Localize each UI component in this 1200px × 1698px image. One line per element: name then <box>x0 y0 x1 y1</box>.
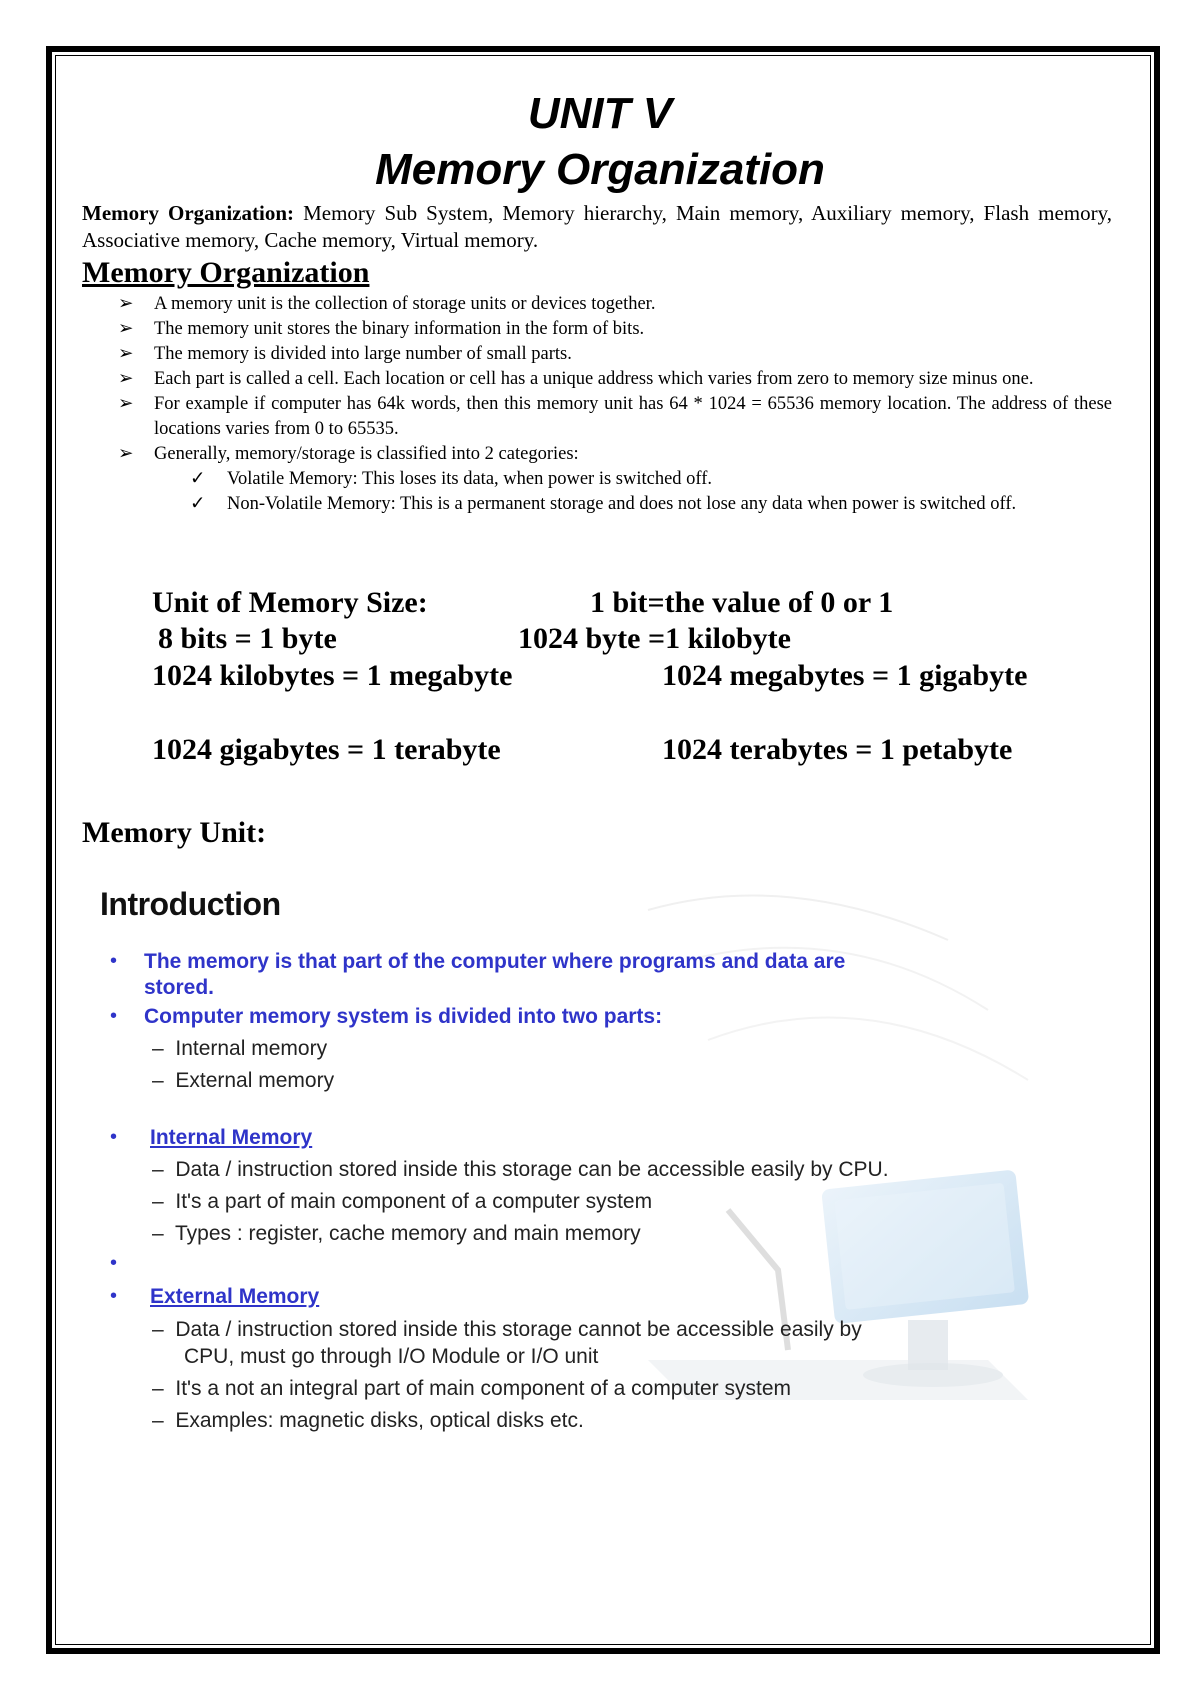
slide-sub-item: – It's a not an integral part of main component of a computer system <box>152 1377 792 1400</box>
slide-sub-item: – Internal memory <box>152 1037 328 1060</box>
unit-byte: 8 bits = 1 byte <box>158 622 337 655</box>
unit-gigabyte: 1024 megabytes = 1 gigabyte <box>662 659 1028 692</box>
bullet-list <box>118 292 1112 517</box>
slide-sub-item-continued: CPU, must go through I/O Module or I/O unit <box>184 1345 599 1368</box>
bullet-dot-icon: • <box>110 1285 118 1307</box>
check-bullet-icon: ✓ <box>190 494 206 514</box>
introduction-slide-image <box>88 880 1048 1460</box>
unit-size-heading: Unit of Memory Size: <box>152 586 428 619</box>
unit-megabyte: 1024 kilobytes = 1 megabyte <box>152 659 513 692</box>
arrow-bullet-icon: ➢ <box>118 444 134 464</box>
unit-title: UNIT V <box>527 89 673 138</box>
chapter-title: Memory Organization <box>375 145 825 194</box>
unit-kilobyte: 1024 byte =1 kilobyte <box>518 622 791 655</box>
topics-paragraph <box>82 200 1112 254</box>
arrow-bullet-icon: ➢ <box>118 394 134 414</box>
sub-list-item: ✓ Volatile Memory: This loses its data, when power is switched off. <box>190 467 1112 492</box>
slide-sub-item: – It's a part of main component of a computer system <box>152 1190 653 1213</box>
sub-list <box>190 467 1112 517</box>
slide-sub-item: – Data / instruction stored inside this storage can be accessible easily by CPU. <box>152 1158 889 1181</box>
list-item: ➢ The memory is divided into large number of small parts. <box>118 342 1112 367</box>
arrow-bullet-icon: ➢ <box>118 369 134 389</box>
bullet-dot-icon: • <box>110 1005 118 1027</box>
check-bullet-icon: ✓ <box>190 469 206 489</box>
list-item: ➢ The memory unit stores the binary information in the form of bits. <box>118 317 1112 342</box>
sub-list-item: ✓ Non-Volatile Memory: This is a permanent storage and does not lose any data when power is switched off. <box>190 492 1112 517</box>
unit-petabyte: 1024 terabytes = 1 petabyte <box>662 733 1013 766</box>
slide-sub-item: – Examples: magnetic disks, optical disks etc. <box>152 1409 584 1432</box>
slide-bullet-text: Computer memory system is divided into two parts: <box>144 1005 663 1028</box>
slide-sub-item: – External memory <box>152 1069 335 1092</box>
list-item: ➢ Generally, memory/storage is classified into 2 categories: ✓ Volatile Memory: This loses its data, when power is switched off. ✓ Non-Volatile Memory: This is a permanent storage and does not lose any data when power is switched off. <box>118 442 1112 517</box>
external-memory-heading: External Memory <box>150 1285 320 1308</box>
arrow-bullet-icon: ➢ <box>118 319 134 339</box>
memory-unit-label: Memory Unit: <box>82 816 267 849</box>
topics-text: Memory Sub System, Memory hierarchy, Main memory, Auxiliary memory, Flash memory, Associative memory, Cache memory, Virtual memory. <box>82 201 1112 252</box>
list-item: ➢ For example if computer has 64k words, then this memory unit has 64 * 1024 = 65536 memory location. The address of these locations varies from 0 to 65535. <box>118 394 1112 439</box>
internal-memory-heading: Internal Memory <box>150 1126 313 1149</box>
list-item: ➢ A memory unit is the collection of storage units or devices together. <box>118 292 1112 317</box>
section-heading: Memory Organization <box>82 256 370 289</box>
arrow-bullet-icon: ➢ <box>118 344 134 364</box>
slide-title: Introduction <box>100 886 281 922</box>
bullet-dot-icon: • <box>110 1252 118 1274</box>
bullet-dot-icon: • <box>110 1126 118 1148</box>
topics-label: Memory Organization: <box>82 201 295 225</box>
slide-sub-item: – Data / instruction stored inside this storage cannot be accessible easily by <box>152 1318 862 1341</box>
slide-sub-item: – Types : register, cache memory and main memory <box>152 1222 641 1245</box>
slide-bullet-text: stored. <box>144 976 215 999</box>
list-item: ➢ Each part is called a cell. Each location or cell has a unique address which varies from zero to memory size minus one. <box>118 367 1112 392</box>
bullet-dot-icon: • <box>110 950 118 972</box>
arrow-bullet-icon: ➢ <box>118 294 134 314</box>
slide-bullet-text: The memory is that part of the computer where programs and data are <box>144 950 846 973</box>
unit-terabyte: 1024 gigabytes = 1 terabyte <box>152 733 501 766</box>
unit-bit: 1 bit=the value of 0 or 1 <box>590 586 894 619</box>
